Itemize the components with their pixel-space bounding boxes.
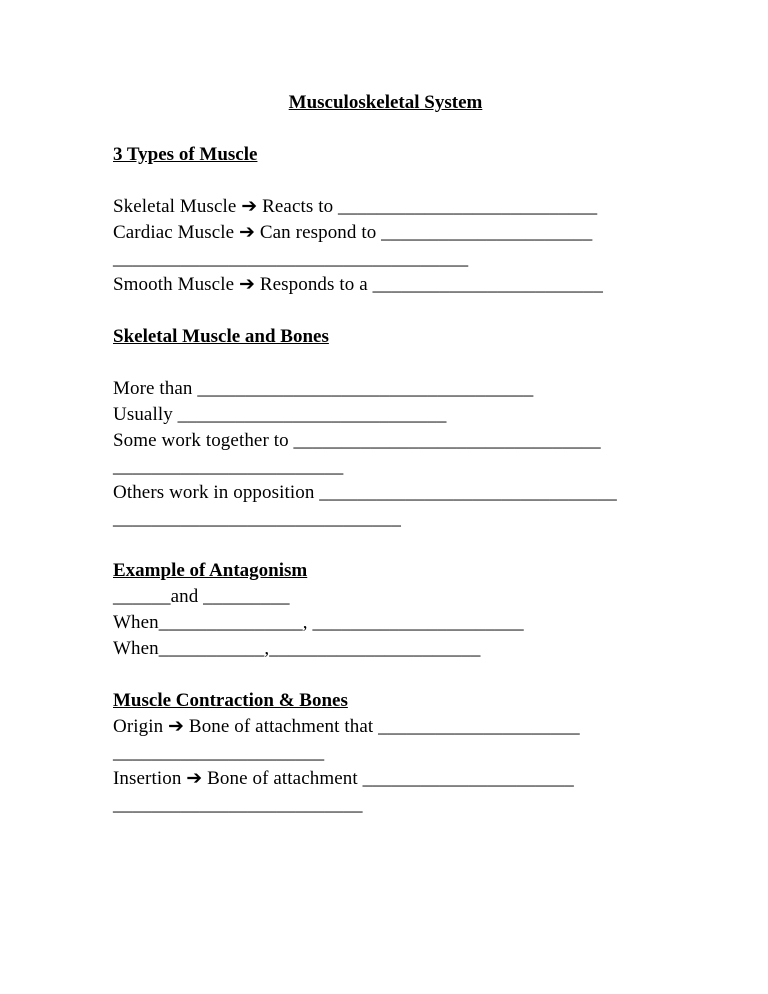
fill-in-line: ______________________ [113,742,325,763]
section-skeletal-muscle-and-bones [113,324,658,532]
section-muscle-contraction-and-bones [113,688,658,818]
fill-in-line: When___________,______________________ [113,638,481,659]
fill-in-line: Cardiac Muscle ➔ Can respond to ______________________ [113,222,593,243]
fill-in-line: Others work in opposition _______________________________ [113,482,617,503]
fill-in-line: ________________________ [113,456,344,477]
fill-in-line: _____________________________________ [113,248,469,269]
fill-in-line: Origin ➔ Bone of attachment that _____________________ [113,716,580,737]
fill-in-line: When_______________, ______________________ [113,612,524,633]
fill-in-line: Skeletal Muscle ➔ Reacts to ___________________________ [113,196,598,217]
fill-in-line: Usually ____________________________ [113,404,447,425]
fill-in-line: Insertion ➔ Bone of attachment ______________________ [113,768,574,789]
section-heading: Skeletal Muscle and Bones [113,326,329,347]
fill-in-line: __________________________ [113,794,363,815]
fill-in-line: ______________________________ [113,508,401,529]
section-example-of-antagonism [113,558,658,662]
fill-in-line: Some work together to ________________________________ [113,430,601,451]
section-heading: Muscle Contraction & Bones [113,690,348,711]
section-heading: Example of Antagonism [113,560,308,581]
fill-in-line: ______and _________ [113,586,290,607]
document-title: Musculoskeletal System [288,92,483,113]
fill-in-line: Smooth Muscle ➔ Responds to a ________________________ [113,274,603,295]
section-heading: 3 Types of Muscle [113,144,258,165]
section-3-types-of-muscle [113,142,658,298]
fill-in-line: More than ___________________________________ [113,378,534,399]
